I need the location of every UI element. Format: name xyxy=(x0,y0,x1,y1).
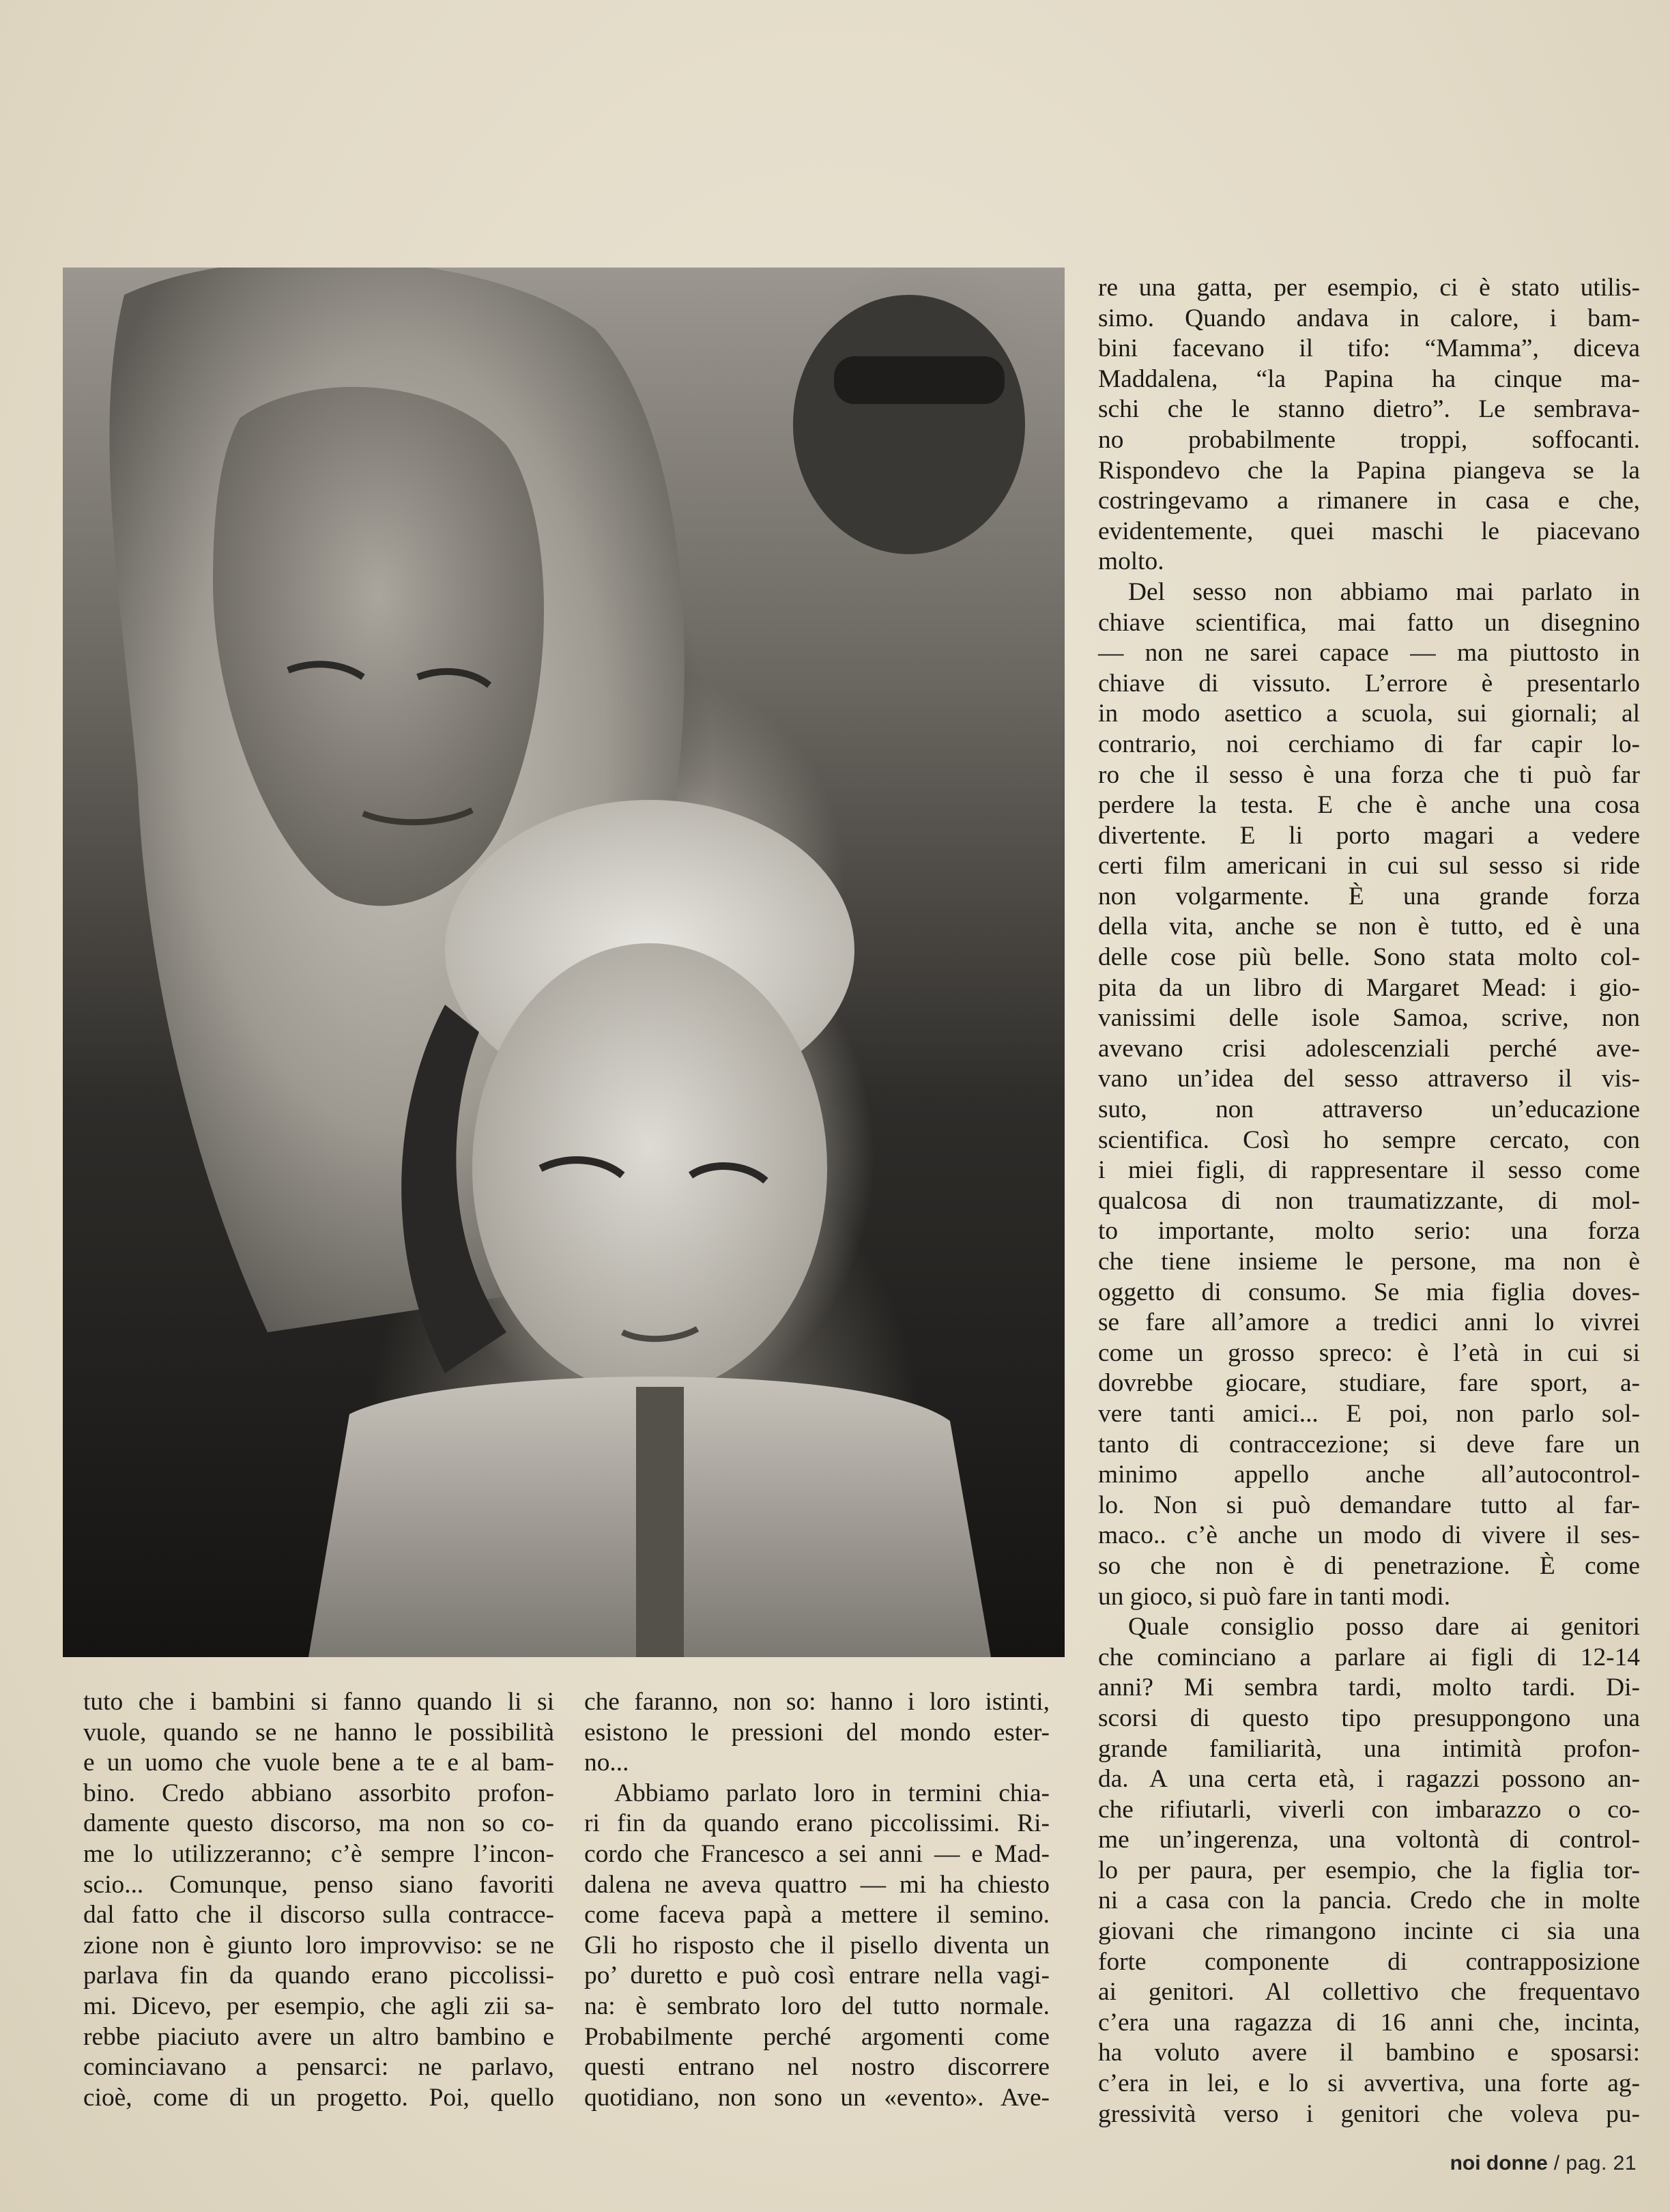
text-line: evidentemente, quei maschi le piacevano xyxy=(1098,517,1640,545)
child-face xyxy=(472,943,827,1394)
text-line: chiave di vissuto. L’errore è presentarlo xyxy=(1098,669,1640,698)
paragraph xyxy=(584,1779,1050,2114)
text-line: po’ duretto e può così entrare nella vagi- xyxy=(584,1962,1050,1990)
text-line: scio... Comunque, penso siano favoriti xyxy=(83,1870,554,1899)
text-line: scorsi di questo tipo presuppongono una xyxy=(1098,1704,1640,1732)
text-line: re una gatta, per esempio, ci è stato utilis- xyxy=(1098,274,1640,302)
text-line: quotidiano, non sono un «evento». Ave- xyxy=(584,2083,1050,2112)
text-line: rebbe piaciuto avere un altro bambino e xyxy=(83,2022,554,2051)
background-glasses xyxy=(834,356,1005,404)
text-line: molto. xyxy=(1098,547,1164,576)
text-line: lo per paura, per esempio, che la figlia tor- xyxy=(1098,1856,1640,1884)
text-line: tanto di contraccezione; si deve fare un xyxy=(1098,1430,1640,1459)
text-line: vano un’idea del sesso attraverso il vis- xyxy=(1098,1065,1640,1093)
text-line: dalena ne aveva quattro — mi ha chiesto xyxy=(584,1870,1050,1899)
text-line: se fare all’amore a tredici anni lo vivrei xyxy=(1098,1308,1640,1337)
text-line: forte componente di contrapposizione xyxy=(1098,1947,1640,1976)
text-line: Abbiamo parlato loro in termini chia- xyxy=(614,1779,1050,1807)
article-column-middle xyxy=(584,1687,1050,2113)
text-line: bino. Credo abbiano assorbito profon- xyxy=(83,1779,554,1807)
text-line: ri fin da quando erano piccolissimi. Ri- xyxy=(584,1809,1050,1838)
text-line: parlava fin da quando erano piccolissi- xyxy=(83,1962,554,1990)
text-line: in modo asettico a scuola, sui giornali; al xyxy=(1098,700,1640,728)
text-line: Probabilmente perché argomenti come xyxy=(584,2022,1050,2051)
text-line: ha voluto avere il bambino e sposarsi: xyxy=(1098,2039,1640,2067)
text-line: maco.. c’è anche un modo di vivere il ses- xyxy=(1098,1521,1640,1550)
text-line: minimo appello anche all’autocontrol- xyxy=(1098,1461,1640,1489)
text-line: chiave scientifica, mai fatto un disegnino xyxy=(1098,608,1640,637)
text-line: lo. Non si può demandare tutto al far- xyxy=(1098,1491,1640,1519)
text-line: na: è sembrato loro del tutto normale. xyxy=(584,1992,1050,2020)
text-line: c’era una ragazza di 16 anni che, incinta, xyxy=(1098,2008,1640,2037)
article-column-left xyxy=(83,1687,554,2113)
text-line: vanissimi delle isole Samoa, scrive, non xyxy=(1098,1004,1640,1033)
text-line: costringevamo a rimanere in casa e che, xyxy=(1098,487,1640,515)
text-line: Del sesso non abbiamo mai parlato in xyxy=(1128,577,1640,606)
text-line: oggetto di consumo. Se mia figlia doves- xyxy=(1098,1278,1640,1306)
text-line: Rispondevo che la Papina piangeva se la xyxy=(1098,456,1640,485)
text-line: zione non è giunto loro improvviso: se ne xyxy=(83,1931,554,1959)
text-line: i miei figli, di rappresentare il sesso come xyxy=(1098,1156,1640,1185)
text-line: ai genitori. Al collettivo che frequentavo xyxy=(1098,1978,1640,2007)
text-line: damente questo discorso, ma non so co- xyxy=(83,1809,554,1838)
text-line: simo. Quando andava in calore, i bam- xyxy=(1098,304,1640,332)
text-line: qualcosa di non traumatizzante, di mol- xyxy=(1098,1186,1640,1215)
text-line: perdere la testa. E che è anche una cosa xyxy=(1098,791,1640,820)
text-line: ni a casa con la pancia. Credo che in molte xyxy=(1098,1886,1640,1915)
paragraph xyxy=(1098,1612,1640,2129)
text-line: mi. Dicevo, per esempio, che agli zii sa- xyxy=(83,1992,554,2020)
text-line: questi entrano nel nostro discorrere xyxy=(584,2053,1050,2082)
text-line: avevano crisi adolescenziali perché ave- xyxy=(1098,1034,1640,1063)
footer-separator: / xyxy=(1553,2152,1560,2174)
text-line: che tiene insieme le persone, ma non è xyxy=(1098,1248,1640,1276)
text-line: to importante, molto serio: una forza xyxy=(1098,1217,1640,1246)
text-line: dovrebbe giocare, studiare, fare sport, a- xyxy=(1098,1369,1640,1398)
text-line: un gioco, si può fare in tanti modi. xyxy=(1098,1582,1451,1611)
text-line: certi film americani in cui sul sesso si ride xyxy=(1098,852,1640,880)
text-line: so che non è di penetrazione. È come xyxy=(1098,1551,1640,1580)
text-line: me un’ingerenza, una voltontà di control- xyxy=(1098,1826,1640,1854)
text-line: non volgarmente. È una grande forza xyxy=(1098,882,1640,910)
text-line: ro che il sesso è una forza che ti può far xyxy=(1098,760,1640,789)
text-line: me lo utilizzeranno; c’è sempre l’incon- xyxy=(83,1839,554,1868)
text-line: tuto che i bambini si fanno quando li si xyxy=(83,1688,554,1716)
text-line: come un grosso spreco: è l’età in cui si xyxy=(1098,1338,1640,1367)
paragraph xyxy=(584,1687,1050,1779)
text-line: vere tanti amici... E poi, non parlo sol- xyxy=(1098,1399,1640,1428)
text-line: bini facevano il tifo: “Mamma”, diceva xyxy=(1098,334,1640,363)
text-line: suto, non attraverso un’educazione xyxy=(1098,1095,1640,1124)
page-footer xyxy=(1450,2152,1637,2175)
text-line: che rifiutarli, viverli con imbarazzo o co- xyxy=(1098,1795,1640,1824)
text-line: divertente. E li porto magari a vedere xyxy=(1098,821,1640,850)
background-figure xyxy=(793,295,1025,554)
text-line: che cominciano a parlare ai figli di 12-14 xyxy=(1098,1643,1640,1671)
text-line: delle cose più belle. Sono stata molto col- xyxy=(1098,943,1640,972)
text-line: Gli ho risposto che il pisello diventa un xyxy=(584,1931,1050,1959)
text-line: giovani che rimangono incinte ci sia una xyxy=(1098,1917,1640,1946)
text-line: della vita, anche se non è tutto, ed è una xyxy=(1098,913,1640,941)
text-line: esistono le pressioni del mondo ester- xyxy=(584,1718,1050,1747)
text-line: — non ne sarei capace — ma piuttosto in xyxy=(1098,639,1640,667)
paragraph xyxy=(83,1687,554,2113)
text-line: e un uomo che vuole bene a te e al bam- xyxy=(83,1749,554,1777)
text-line: che faranno, non so: hanno i loro istinti, xyxy=(584,1688,1050,1716)
paragraph xyxy=(1098,577,1640,1612)
text-line: pita da un libro di Margaret Mead: i gio- xyxy=(1098,973,1640,1002)
text-line: c’era in lei, e lo si avvertiva, una forte ag- xyxy=(1098,2069,1640,2098)
text-line: gressività verso i genitori che voleva pu- xyxy=(1098,2099,1640,2128)
text-line: come faceva papà a mettere il semino. xyxy=(584,1901,1050,1929)
text-line: dal fatto che il discorso sulla contracce- xyxy=(83,1901,554,1929)
photo-illustration xyxy=(63,268,1065,1657)
photo-mother-and-child xyxy=(63,268,1065,1657)
text-line: grande familiarità, una intimità profon- xyxy=(1098,1734,1640,1763)
text-line: no... xyxy=(584,1749,629,1777)
text-line: contrario, noi cerchiamo di far capir lo- xyxy=(1098,730,1640,758)
page-number: pag. 21 xyxy=(1566,2152,1637,2174)
text-line: schi che le stanno dietro”. Le sembrava- xyxy=(1098,395,1640,424)
text-line: cominciavano a pensarci: ne parlavo, xyxy=(83,2053,554,2082)
article-column-right xyxy=(1098,273,1640,2129)
text-line: da. A una certa età, i ragazzi possono an- xyxy=(1098,1765,1640,1794)
text-line: cordo che Francesco a sei anni — e Mad- xyxy=(584,1839,1050,1868)
text-line: anni? Mi sembra tardi, molto tardi. Di- xyxy=(1098,1674,1640,1702)
text-line: Quale consiglio posso dare ai genitori xyxy=(1128,1613,1640,1641)
text-line: cioè, come di un progetto. Poi, quello xyxy=(83,2083,554,2112)
magazine-name: noi donne xyxy=(1450,2152,1548,2174)
paragraph xyxy=(1098,273,1640,577)
text-line: no probabilmente troppi, soffocanti. xyxy=(1098,425,1640,454)
sweater-placket xyxy=(636,1387,684,1657)
text-line: scientifica. Così ho sempre cercato, con xyxy=(1098,1125,1640,1154)
text-line: vuole, quando se ne hanno le possibilità xyxy=(83,1718,554,1747)
text-line: Maddalena, “la Papina ha cinque ma- xyxy=(1098,364,1640,393)
